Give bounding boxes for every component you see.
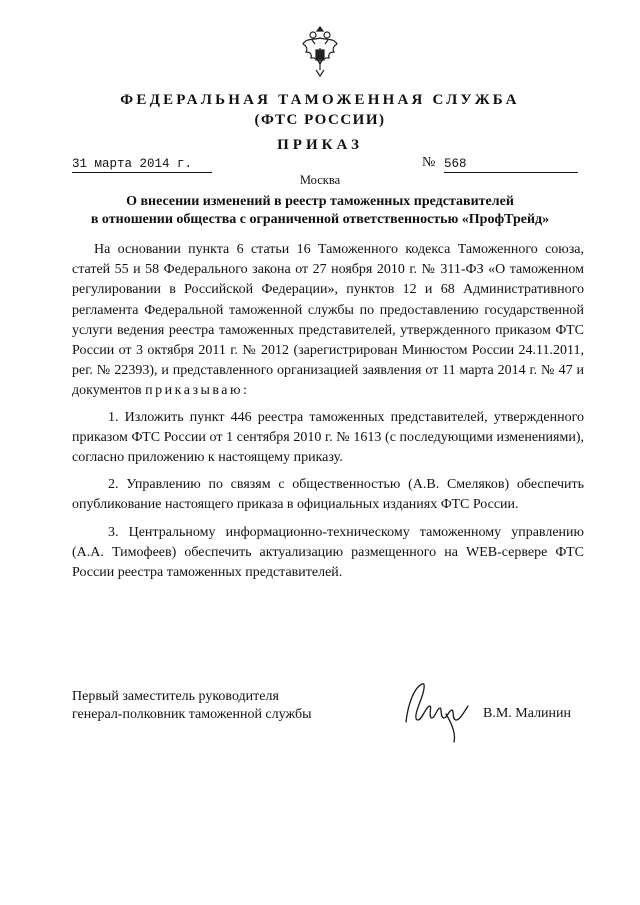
- order-body: [72, 240, 584, 583]
- order-number-label: №: [422, 155, 436, 170]
- order-item-1: 1. Изложить пункт 446 реестра таможенных представителей, утвержденного приказом ФТС России от 1 сентября 2010 г. № 1613 (с последующими изменениями), согласно приложению к настоящему приказу.: [72, 409, 584, 466]
- order-number: 568: [444, 157, 578, 173]
- subject-line-1: О внесении изменений в реестр таможенных представителей: [126, 194, 514, 209]
- signatory-title: [72, 688, 311, 724]
- preamble-paragraph: [72, 240, 584, 402]
- decree-word: приказываю:: [145, 383, 250, 399]
- order-item-3: 3. Центральному информационно-техническому таможенному управлению (А.А. Тимофеев) обеспечить актуализацию размещенного на WEB-сервере ФТС России реестра таможенных представителей.: [72, 524, 584, 581]
- issue-city: Москва: [299, 173, 341, 187]
- handwritten-signature: [400, 676, 478, 748]
- agency-name: ФЕДЕРАЛЬНАЯ ТАМОЖЕННАЯ СЛУЖБА: [120, 92, 520, 108]
- agency-abbreviation: (ФТС РОССИИ): [254, 112, 386, 128]
- order-date: 31 марта 2014 г.: [72, 157, 212, 173]
- preamble-text: На основании пункта 6 статьи 16 Таможенного кодекса Таможенного союза, статей 55 и 58 Федерального закона от 27 ноября 2010 г. № 311-ФЗ «О таможенном регулировании в Российской Федерации», пунктов 12 и 68 Административного регламента Федеральной таможенной службы по предоставлению государственной услуги ведения реестра таможенных представителей, утвержденного приказом ФТС России от 3 октября 2011 г. № 2012 (зарегистрирован Минюстом России 24.11.2011, рег. № 22393), и представленного организацией заявления от 11 марта 2014 г. № 47 и документов: [72, 242, 584, 399]
- russian-coat-of-arms-icon: [300, 26, 340, 82]
- signatory-title-line-2: генерал-полковник таможенной службы: [72, 707, 312, 722]
- document-type: ПРИКАЗ: [277, 137, 363, 153]
- signatory-title-line-1: Первый заместитель руководителя: [72, 689, 279, 704]
- signatory-name: В.М. Малинин: [483, 706, 572, 721]
- order-subject: [0, 193, 640, 229]
- subject-line-2: в отношении общества с ограниченной ответственностью «ПрофТрейд»: [90, 212, 550, 227]
- order-item-2: 2. Управлению по связям с общественностью (А.В. Смеляков) обеспечить опубликование настоящего приказа в официальных изданиях ФТС России.: [72, 477, 584, 513]
